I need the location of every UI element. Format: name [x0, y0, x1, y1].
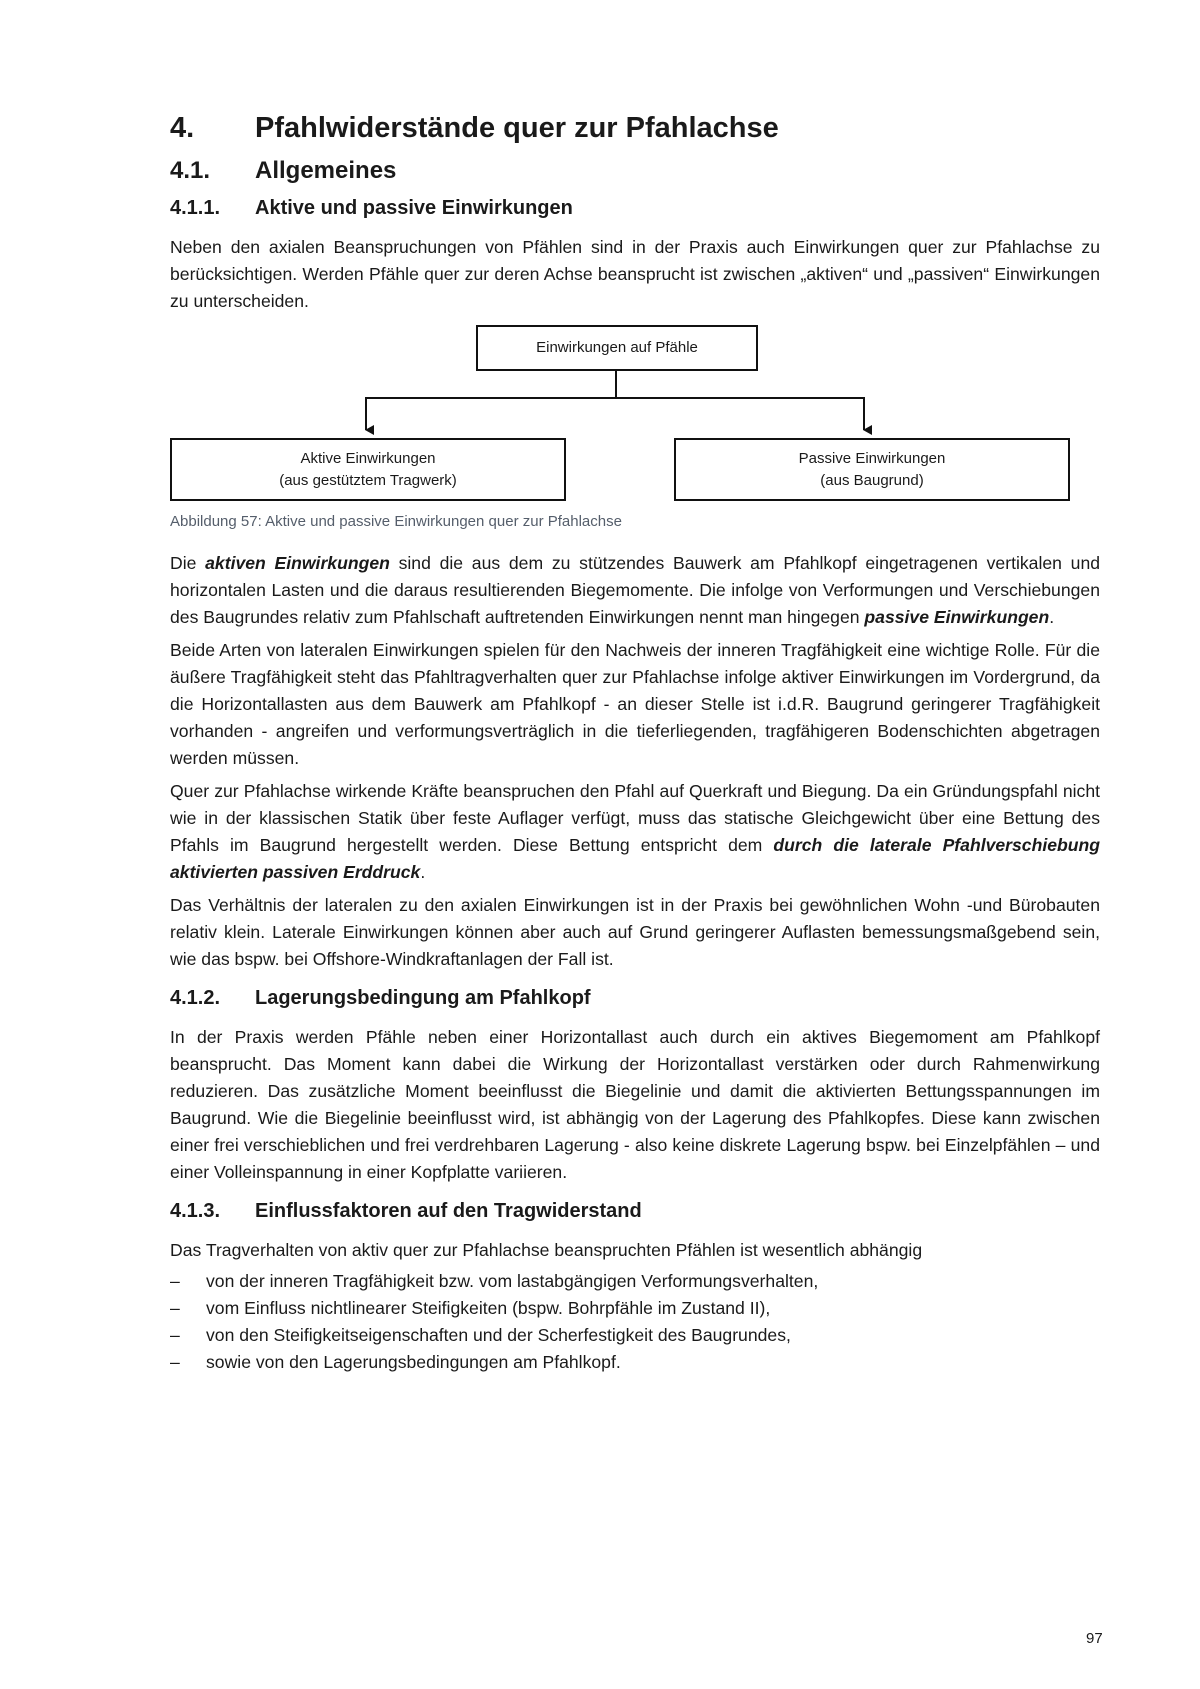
einfluss-list: [170, 1268, 1100, 1376]
chapter-number: 4.: [170, 112, 195, 144]
list-item: [170, 1322, 1100, 1349]
einwirkungen-diagram: [170, 323, 1100, 505]
p1-text-c: sind die aus dem zu stützendes Bauwerk am Pfahlkopf eingetragenen vertikalen und horizontalen Lasten und die daraus resultierenden Biegemomente. Die infolge von Verformungen und Verschiebungen des Baugrundes relativ zum Pfahlschaft auftretenden Einwirkungen nennt man hingegen: [170, 553, 1101, 627]
p1-text-e: .: [1049, 607, 1055, 627]
list-item-text: von der inneren Tragfähigkeit bzw. vom lastabgängigen Verformungsverhalten,: [206, 1271, 819, 1291]
subsection-number: 4.1.3.: [170, 1200, 221, 1222]
section-heading: [170, 157, 1100, 185]
passive-label-line1: Passive Einwirkungen: [798, 449, 946, 467]
dash-bullet: –: [170, 1298, 180, 1318]
diagram-box-passive: [674, 438, 1070, 501]
p3-text-a: Quer zur Pfahlachse wirkende Kräfte beanspruchen den Pfahl auf Querkraft und Biegung. Da ein Gründungspfahl nicht wie in der klassischen Statik über feste Auflager verfügt, muss das statische Gleichgewicht über eine Bettung des Pfahls im Baugrund hergestellt werden. Diese Bettung entspricht dem: [170, 781, 1100, 855]
chapter-title: Pfahlwiderstände quer zur Pfahlachse: [255, 112, 779, 144]
figure-caption: Abbildung 57: Aktive und passive Einwirkungen quer zur Pfahlachse: [170, 513, 622, 530]
list-item-text: von den Steifigkeitseigenschaften und der Scherfestigkeit des Baugrundes,: [206, 1325, 791, 1345]
paragraph-querkraft: [170, 778, 1100, 886]
list-item-text: vom Einfluss nichtlinearer Steifigkeiten (bspw. Bohrpfähle im Zustand II),: [206, 1298, 771, 1318]
passive-label-line2: (aus Baugrund): [820, 471, 924, 489]
intro-paragraph: Neben den axialen Beanspruchungen von Pfählen sind in der Praxis auch Einwirkungen quer zur Pfahlachse zu berücksichtigen. Werden Pfähle quer zur deren Achse beansprucht ist zwischen „aktiven“ und „passiven“ Einwirkungen zu unterscheiden.: [170, 237, 1100, 311]
subsection-number: 4.1.2.: [170, 987, 221, 1009]
paragraph-verhaeltnis: Das Verhältnis der lateralen zu den axialen Einwirkungen ist in der Praxis bei gewöhnlichen Wohn -und Bürobauten relativ klein. Laterale Einwirkungen können aber auch auf Grund geringerer Auflasten bemessungsmaßgebend sein, wie das bspw. bei Offshore-Windkraftanlagen der Fall ist.: [170, 895, 1100, 969]
dash-bullet: –: [170, 1352, 180, 1372]
aktive-label-line2: (aus gestütztem Tragwerk): [279, 471, 457, 489]
page-content: [170, 112, 1100, 1376]
diagram-box-aktive: [170, 438, 566, 501]
chapter-heading: [170, 112, 1100, 145]
page-number: 97: [1086, 1630, 1103, 1647]
p3-text-c: .: [420, 862, 426, 882]
section-title: Allgemeines: [255, 157, 397, 184]
section-number: 4.1.: [170, 157, 211, 184]
list-item: [170, 1295, 1100, 1322]
list-item: [170, 1268, 1100, 1295]
diagram-box-top: [476, 325, 758, 371]
p1-text-a: Die: [170, 553, 206, 573]
list-item-text: sowie von den Lagerungsbedingungen am Pfahlkopf.: [206, 1352, 621, 1372]
dash-bullet: –: [170, 1271, 180, 1291]
list-item: [170, 1349, 1100, 1376]
p3-emphasis-erddruck: durch die laterale Pfahlverschiebung aktivierten passiven Erddruck: [170, 835, 1100, 882]
diagram-top-label: Einwirkungen auf Pfähle: [536, 339, 698, 356]
subsection-heading-4-1-2: [170, 987, 1100, 1010]
subsection-title: Lagerungsbedingung am Pfahlkopf: [255, 987, 591, 1009]
p1-emphasis-aktive: aktiven Einwirkungen: [205, 553, 390, 573]
subsection-title: Aktive und passive Einwirkungen: [255, 197, 573, 219]
p1-emphasis-passive: passive Einwirkungen: [864, 607, 1050, 627]
paragraph-aktive-passive: [170, 550, 1100, 631]
subsection-heading-4-1-3: [170, 1200, 1100, 1223]
subsection-title: Einflussfaktoren auf den Tragwiderstand: [255, 1200, 642, 1222]
paragraph-einfluss-intro: Das Tragverhalten von aktiv quer zur Pfahlachse beanspruchten Pfählen ist wesentlich abhängig: [170, 1240, 923, 1260]
dash-bullet: –: [170, 1325, 180, 1345]
subsection-heading-4-1-1: [170, 197, 1100, 220]
paragraph-lagerung: In der Praxis werden Pfähle neben einer Horizontallast auch durch ein aktives Biegemoment am Pfahlkopf beansprucht. Das Moment kann dabei die Wirkung der Horizontallast verstärken oder durch Rahmenwirkung reduzieren. Das zusätzliche Moment beeinflusst die Biegelinie und damit die aktivierten Bettungsspannungen im Baugrund. Wie die Biegelinie beeinflusst wird, ist abhängig von der Lagerung des Pfahlkopfes. Diese kann zwischen einer frei verschieblichen und frei verdrehbaren Lagerung - also keine diskrete Lagerung bspw. bei Einzelpfählen – und einer Volleinspannung in einer Kopfplatte variieren.: [170, 1027, 1100, 1182]
aktive-label-line1: Aktive Einwirkungen: [300, 449, 436, 467]
subsection-number: 4.1.1.: [170, 197, 221, 219]
paragraph-tragfaehigkeit: Beide Arten von lateralen Einwirkungen spielen für den Nachweis der inneren Tragfähigkeit eine wichtige Rolle. Für die äußere Tragfähigkeit steht das Pfahltragverhalten quer zur Pfahlachse infolge aktiver Einwirkungen im Vordergrund, da die Horizontallasten aus dem Bauwerk am Pfahlkopf - an dieser Stelle ist i.d.R. Baugrund geringerer Tragfähigkeit vorhanden - angreifen und verformungsverträglich in die tieferliegenden, tragfähigeren Bodenschichten abgetragen werden müssen.: [170, 640, 1100, 768]
